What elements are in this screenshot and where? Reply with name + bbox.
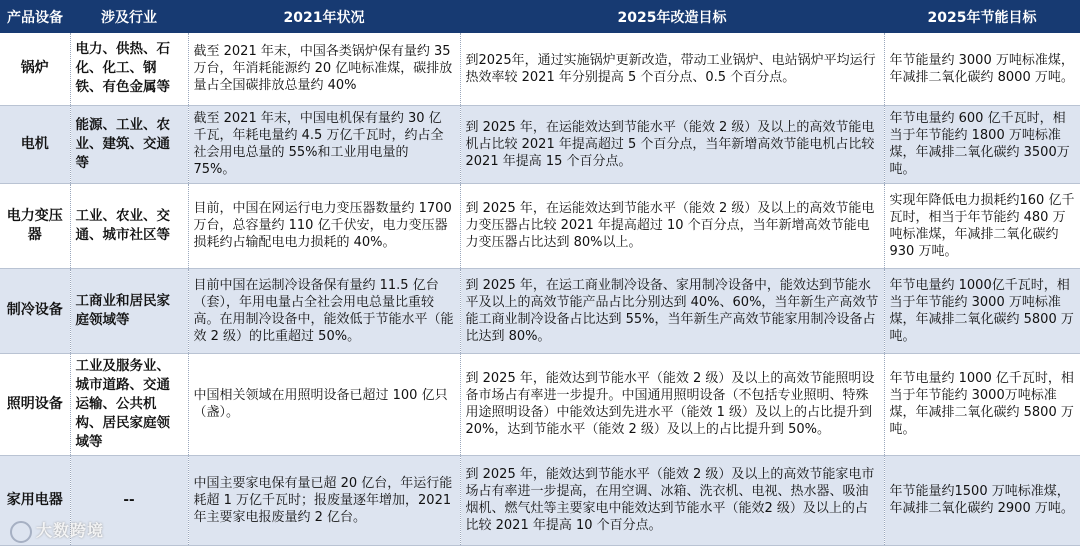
header-saving-2025: 2025年节能目标 [884, 0, 1080, 33]
row-saving-2025: 年节电量约 1000亿千瓦时，相当于年节能约 3000 万吨标准煤，年减排二氧化碳约 5800 万吨。 [884, 268, 1080, 353]
row-product: 照明设备 [0, 353, 70, 455]
header-status-2021: 2021年状况 [188, 0, 460, 33]
row-industry: 电力、供热、石化、化工、钢铁、有色金属等 [70, 33, 188, 105]
table-row [0, 268, 1080, 353]
row-target-2025: 到 2025 年，能效达到节能水平（能效 2 级）及以上的高效节能家电市场占有率进一步提高，在用空调、冰箱、洗衣机、电视、热水器、吸油烟机、燃气灶等主要家电中能效达到节能水平（能效2 级）及以上的占比较 2021 年提高 10 个百分点。 [460, 455, 884, 545]
header-product: 产品设备 [0, 0, 70, 33]
watermark-logo-icon [10, 521, 32, 543]
row-industry: 工业及服务业、城市道路、交通运输、公共机构、居民家庭领域等 [70, 353, 188, 455]
row-industry: 工业、农业、交通、城市社区等 [70, 183, 188, 268]
row-product: 锅炉 [0, 33, 70, 105]
row-saving-2025: 年节电量约 1000 亿千瓦时，相当于年节能约 3000万吨标准煤，年减排二氧化碳约 5800 万吨。 [884, 353, 1080, 455]
table-row [0, 353, 1080, 455]
row-product: 家用电器 [0, 455, 70, 545]
row-saving-2025: 年节能量约1500 万吨标准煤，年减排二氧化碳约 2900 万吨。 [884, 455, 1080, 545]
table-row [0, 455, 1080, 545]
row-product: 制冷设备 [0, 268, 70, 353]
row-target-2025: 到 2025 年，在运能效达到节能水平（能效 2 级）及以上的高效节能电力变压器占比较 2021 年提高超过 10 个百分点，当年新增高效节能电力变压器占比达到 80%以上。 [460, 183, 884, 268]
table-row [0, 33, 1080, 105]
row-industry: 工商业和居民家庭领域等 [70, 268, 188, 353]
table-header-row [0, 0, 1080, 33]
row-saving-2025: 年节能量约 3000 万吨标准煤，年减排二氧化碳约 8000 万吨。 [884, 33, 1080, 105]
row-saving-2025: 年节电量约 600 亿千瓦时，相当于年节能约 1800 万吨标准煤，年减排二氧化碳约 3500万吨。 [884, 105, 1080, 183]
row-target-2025: 到 2025 年，在运能效达到节能水平（能效 2 级）及以上的高效节能电机占比较 2021 年提高超过 5 个百分点，当年新增高效节能电机占比较 2021 年提高 15 个百分点。 [460, 105, 884, 183]
row-product: 电力变压器 [0, 183, 70, 268]
row-status-2021: 目前中国在运制冷设备保有量约 11.5 亿台（套），年用电量占全社会用电总量比重较高。在用制冷设备中，能效低于节能水平（能效 2 级）的比重超过 50%。 [188, 268, 460, 353]
row-status-2021: 截至 2021 年末，中国各类锅炉保有量约 35 万台，年消耗能源约 20 亿吨标准煤，碳排放量占全国碳排放总量约 40% [188, 33, 460, 105]
row-product: 电机 [0, 105, 70, 183]
row-status-2021: 目前，中国在网运行电力变压器数量约 1700 万台，总容量约 110 亿千伏安，电力变压器损耗约占输配电电力损耗的 40%。 [188, 183, 460, 268]
row-target-2025: 到 2025 年，在运工商业制冷设备、家用制冷设备中，能效达到节能水平及以上的高效节能产品占比分别达到 40%、60%，当年新生产高效节能工商业制冷设备占比达到 55%，当年新生产高效节能家用制冷设备占比达到 80%。 [460, 268, 884, 353]
row-status-2021: 中国主要家电保有量已超 20 亿台，年运行能耗超 1 万亿千瓦时；报废量逐年增加，2021 年主要家电报废量约 2 亿台。 [188, 455, 460, 545]
table-row [0, 183, 1080, 268]
header-industry: 涉及行业 [70, 0, 188, 33]
row-target-2025: 到 2025 年，能效达到节能水平（能效 2 级）及以上的高效节能照明设备市场占有率进一步提升。中国通用照明设备（不包括专业照明、特殊用途照明设备）中能效达到先进水平（能效 1 级）及以上的占比提升到 20%，达到节能水平（能效 2 级）及以上的占比提升到 50%。 [460, 353, 884, 455]
table-row [0, 105, 1080, 183]
watermark-text: 大数跨境 [36, 521, 105, 540]
row-saving-2025: 实现年降低电力损耗约160 亿千瓦时，相当于年节能约 480 万吨标准煤，年减排二氧化碳约 930 万吨。 [884, 183, 1080, 268]
row-target-2025: 到2025年，通过实施锅炉更新改造，带动工业锅炉、电站锅炉平均运行热效率较 2021 年分别提高 5 个百分点、0.5 个百分点。 [460, 33, 884, 105]
row-industry: -- [70, 455, 188, 545]
row-status-2021: 截至 2021 年末，中国电机保有量约 30 亿千瓦，年耗电量约 4.5 万亿千瓦时，约占全社会用电总量的 55%和工业用电量的 75%。 [188, 105, 460, 183]
row-status-2021: 中国相关领域在用照明设备已超过 100 亿只（盏）。 [188, 353, 460, 455]
row-industry: 能源、工业、农业、建筑、交通等 [70, 105, 188, 183]
watermark [10, 518, 104, 543]
header-target-2025: 2025年改造目标 [460, 0, 884, 33]
